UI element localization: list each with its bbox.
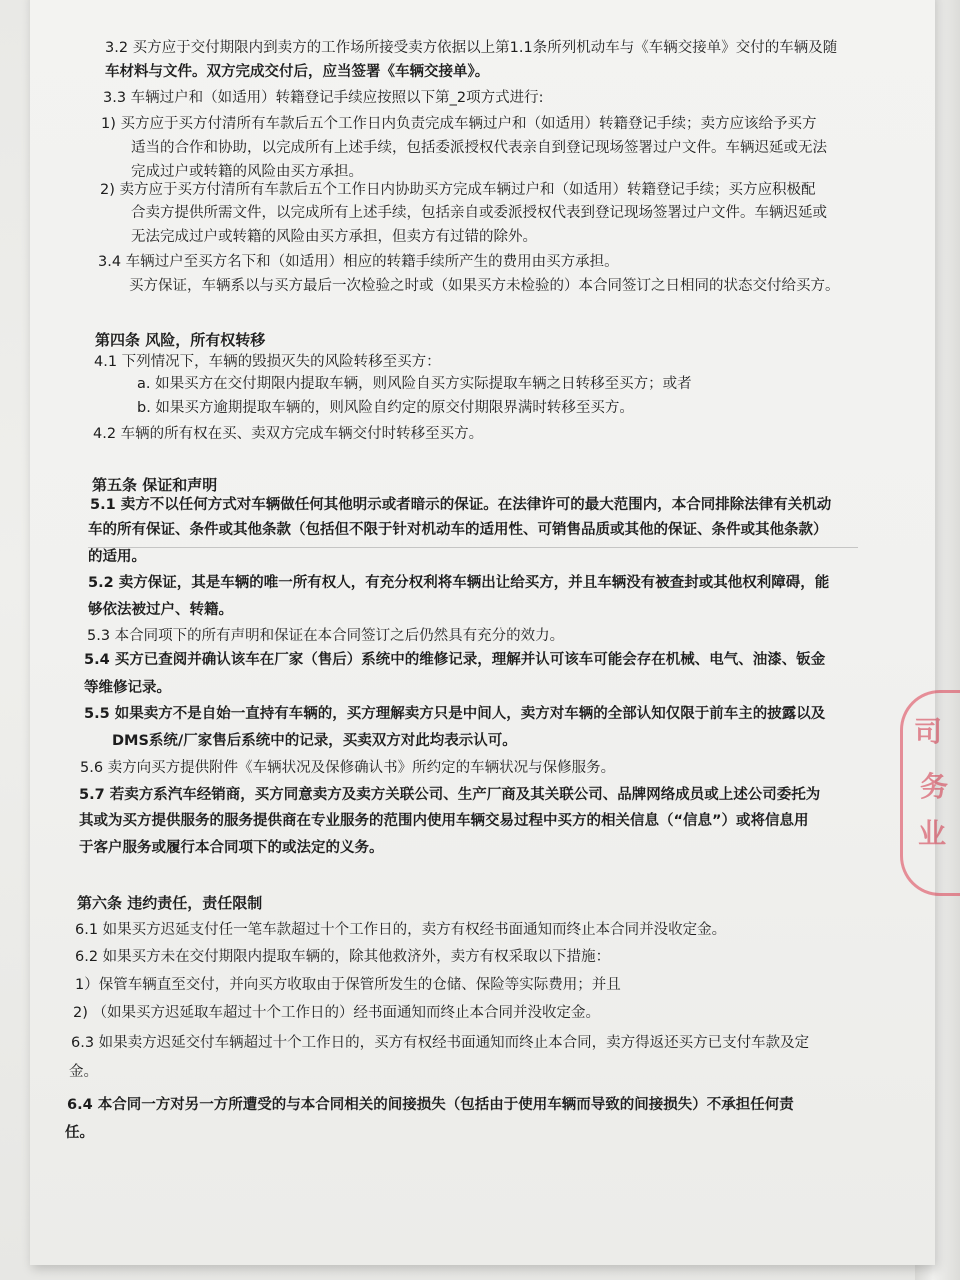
clause-3-3-1-line-2: 适当的合作和协助，以完成所有上述手续，包括委派授权代表亲自到登记现场签署过户文件。车辆迟延或无法: [131, 140, 827, 156]
stamp-char-2: 务: [920, 770, 949, 803]
clause-4-2-line: 4.2 车辆的所有权在买、卖双方完成车辆交付时转移至买方。: [93, 426, 484, 442]
clause-5-7-line-3: 于客户服务或履行本合同项下的或法定的义务。: [79, 840, 384, 856]
clause-5-4-line-2: 等维修记录。: [84, 680, 171, 696]
clause-3-4-line-2: 买方保证，车辆系以与买方最后一次检验之时或（如果买方未检验的）本合同签订之日相同的状态交付给买方。: [129, 278, 840, 294]
section-5-heading: 第五条 保证和声明: [92, 476, 218, 494]
clause-5-5-line-1: 5.5 如果卖方不是自始一直持有车辆的，买方理解卖方只是中间人，卖方对车辆的全部认知仅限于前车主的披露以及: [84, 706, 826, 722]
clause-5-5-line-2: DMS系统/厂家售后系统中的记录，买卖双方对此均表示认可。: [112, 733, 517, 749]
stamp-char-1: 司: [914, 715, 943, 748]
clause-3-4-line-1: 3.4 车辆过户至买方名下和（如适用）相应的转籍手续所产生的费用由买方承担。: [98, 254, 619, 270]
clause-5-7-line-2: 其或为买方提供服务的服务提供商在专业服务的范围内使用车辆交易过程中买方的相关信息（“信息”）或将信息用: [79, 813, 809, 829]
clause-4-1-a: a. 如果买方在交付期限内提取车辆，则风险自买方实际提取车辆之日转移至买方；或者: [137, 376, 692, 392]
clause-3-3-1-line-3: 完成过户或转籍的风险由买方承担。: [131, 164, 363, 180]
clause-5-4-line-1: 5.4 买方已查阅并确认该车在厂家（售后）系统中的维修记录，理解并认可该车可能会存在机械、电气、油漆、钣金: [84, 652, 826, 668]
section-6-heading: 第六条 违约责任，责任限制: [77, 894, 263, 912]
clause-5-1-line-1: 5.1 卖方不以任何方式对车辆做任何其他明示或者暗示的保证。在法律许可的最大范围内，本合同排除法律有关机动: [90, 497, 832, 513]
clause-6-3-line-1: 6.3 如果卖方迟延交付车辆超过十个工作日的，买方有权经书面通知而终止本合同，卖方得返还买方已支付车款及定: [71, 1035, 810, 1051]
divider-line: [88, 547, 858, 548]
clause-4-1-b: b. 如果买方逾期提取车辆的，则风险自约定的原交付期限界满时转移至买方。: [137, 400, 634, 416]
clause-3-3-2-line-2: 合卖方提供所需文件，以完成所有上述手续，包括亲自或委派授权代表到登记现场签署过户文件。车辆迟延或: [131, 205, 827, 221]
clause-6-4-line-2: 任。: [65, 1125, 94, 1141]
clause-5-3-line: 5.3 本合同项下的所有声明和保证在本合同签订之后仍然具有充分的效力。: [87, 628, 565, 644]
clause-6-1-line: 6.1 如果买方迟延支付任一笔车款超过十个工作日的，卖方有权经书面通知而终止本合同并没收定金。: [75, 922, 727, 938]
clause-5-2-line-1: 5.2 卖方保证，其是车辆的唯一所有权人，有充分权利将车辆出让给买方，并且车辆没有被查封或其他权利障碍，能: [88, 575, 830, 591]
clause-3-2-line-1: 3.2 买方应于交付期限内到卖方的工作场所接受卖方依据以上第1.1条所列机动车与《车辆交接单》交付的车辆及随: [105, 40, 838, 56]
stamp-char-3: 业: [918, 817, 947, 850]
clause-3-3-line: 3.3 车辆过户和（如适用）转籍登记手续应按照以下第_2项方式进行:: [103, 90, 544, 106]
clause-3-2-line-2: 车材料与文件。双方完成交付后，应当签署《车辆交接单》。: [105, 64, 490, 80]
clause-5-2-line-2: 够依法被过户、转籍。: [88, 602, 233, 618]
clause-4-1-line: 4.1 下列情况下，车辆的毁损灭失的风险转移至买方：: [94, 354, 441, 370]
section-4-heading: 第四条 风险，所有权转移: [95, 331, 266, 349]
clause-3-3-2-line-1: 2) 卖方应于买方付清所有车款后五个工作日内协助买方完成车辆过户和（如适用）转籍登记手续；买方应积极配: [100, 182, 816, 198]
clause-6-2-line: 6.2 如果买方未在交付期限内提取车辆的，除其他救济外，卖方有权采取以下措施：: [75, 949, 611, 965]
clause-5-1-line-3: 的适用。: [88, 549, 146, 565]
clause-6-4-line-1: 6.4 本合同一方对另一方所遭受的与本合同相关的间接损失（包括由于使用车辆而导致的间接损失）不承担任何责: [67, 1097, 794, 1113]
clause-5-6-line: 5.6 卖方向买方提供附件《车辆状况及保修确认书》所约定的车辆状况与保修服务。: [80, 760, 616, 776]
clause-6-2-2-line: 2) （如果买方迟延取车超过十个工作日的）经书面通知而终止本合同并没收定金。: [73, 1005, 600, 1021]
clause-5-7-line-1: 5.7 若卖方系汽车经销商，买方同意卖方及卖方关联公司、生产厂商及其关联公司、品牌网络成员或上述公司委托为: [79, 787, 821, 803]
clause-6-2-1-line: 1）保管车辆直至交付，并向买方收取由于保管所发生的仓储、保险等实际费用；并且: [75, 977, 621, 993]
clause-6-3-line-2: 金。: [69, 1064, 98, 1080]
clause-3-3-2-line-3: 无法完成过户或转籍的风险由买方承担，但卖方有过错的除外。: [131, 229, 537, 245]
clause-3-3-1-line-1: 1) 买方应于买方付清所有车款后五个工作日内负责完成车辆过户和（如适用）转籍登记手续；卖方应该给予买方: [101, 116, 817, 132]
clause-5-1-line-2: 车的所有保证、条件或其他条款（包括但不限于针对机动车的适用性、可销售品质或其他的保证、条件或其他条款）: [88, 522, 828, 538]
